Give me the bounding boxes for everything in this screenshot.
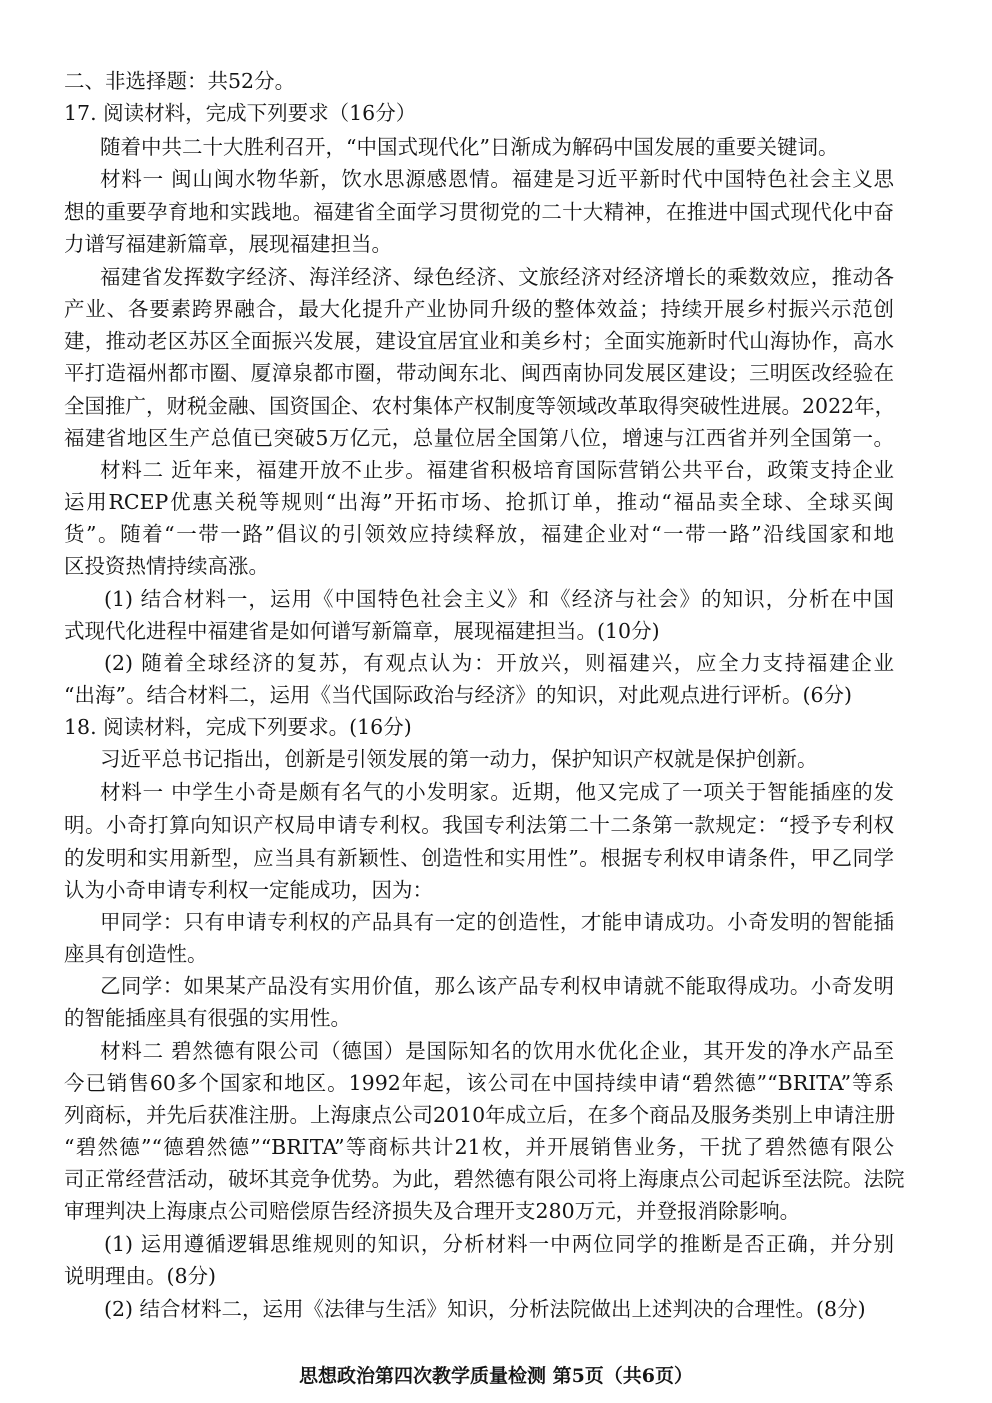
q18-material1-line: 材料一 中学生小奇是颇有名气的小发明家。近期，他又完成了一项关于智能插座的发 [100,780,894,804]
q18-material2-line: 列商标，并先后获准注册。上海康点公司2010年成立后，在多个商品及服务类别上申请注册 [64,1103,896,1127]
q18-intro: 习近平总书记指出，创新是引领发展的第一动力，保护知识产权就是保护创新。 [100,747,818,771]
q18-subquestion-1: (1) 运用遵循逻辑思维规则的知识，分析材料一中两位同学的推断是否正确，并分别 [104,1232,894,1256]
q17-subquestion-2: (2) 随着全球经济的复苏，有观点认为：开放兴，则福建兴，应全力支持福建企业 [104,651,894,675]
q17-material1-line: 力谱写福建新篇章，展现福建担当。 [64,232,392,256]
q18-material2-line: 司正常经营活动，破坏其竞争优势。为此，碧然德有限公司将上海康点公司起诉至法院。法院 [64,1167,905,1191]
q18-material2-line: 审理判决上海康点公司赔偿原告经济损失及合理开支280万元，并登报消除影响。 [64,1199,801,1223]
page-footer: 思想政治第四次教学质量检测 第5页（共6页） [298,1365,694,1387]
q18-material1-line: 明。小奇打算向知识产权局申请专利权。我国专利法第二十二条第一款规定：“授予专利权 [64,813,894,837]
q17-material1-line: 福建省发挥数字经济、海洋经济、绿色经济、文旅经济对经济增长的乘数效应，推动各 [100,265,894,289]
q17-material1-line: 平打造福州都市圈、厦漳泉都市圈，带动闽东北、闽西南协同发展区建设；三明医改经验在 [64,361,894,385]
q17-material1-line: 福建省地区生产总值已突破5万亿元，总量位居全国第八位，增速与江西省并列全国第一。 [64,426,894,450]
q18-material1-line: 的发明和实用新型，应当具有新颖性、创造性和实用性”。根据专利权申请条件，甲乙同学 [64,846,894,870]
q18-subquestion-2: (2) 结合材料二，运用《法律与生活》知识，分析法院做出上述判决的合理性。(8分) [104,1297,866,1321]
q17-material2-line: 材料二 近年来，福建开放不止步。福建省积极培育国际营销公共平台，政策支持企业 [100,458,894,482]
q18-material2-line: 今已销售60多个国家和地区。1992年起，该公司在中国持续申请“碧然德”“BRITA”等系 [64,1071,894,1095]
q17-subquestion-1: (1) 结合材料一，运用《中国特色社会主义》和《经济与社会》的知识，分析在中国 [104,587,894,611]
q17-heading: 17. 阅读材料，完成下列要求（16分） [64,101,417,125]
q18-material2-line: 材料二 碧然德有限公司（德国）是国际知名的饮用水优化企业，其开发的净水产品至 [100,1039,894,1063]
q17-material1-line: 想的重要孕育地和实践地。福建省全面学习贯彻党的二十大精神，在推进中国式现代化中奋 [64,200,894,224]
q18-material2-line: “碧然德”“德碧然德”“BRITA”等商标共计21枚，并开展销售业务，干扰了碧然德有限公 [64,1135,894,1159]
q17-material2-line: 运用RCEP优惠关税等规则“出海”开拓市场、抢抓订单，推动“福品卖全球、全球买闽 [64,490,894,514]
q18-student-jia: 座具有创造性。 [64,942,208,966]
q17-material1-line: 全国推广，财税金融、国资国企、农村集体产权制度等领域改革取得突破性进展。2022年， [64,394,896,418]
q17-material1-line: 建，推动老区苏区全面振兴发展，建设宜居宜业和美乡村；全面实施新时代山海协作，高水 [64,329,894,353]
q18-student-yi: 的智能插座具有很强的实用性。 [64,1006,351,1030]
q18-heading: 18. 阅读材料，完成下列要求。(16分) [64,715,412,739]
q17-subquestion-1: 式现代化进程中福建省是如何谱写新篇章，展现福建担当。(10分) [64,619,660,643]
q18-material1-line: 认为小奇申请专利权一定能成功，因为： [64,878,433,902]
q17-material2-line: 货”。随着“一带一路”倡议的引领效应持续释放，福建企业对“一带一路”沿线国家和地 [64,522,894,546]
q18-subquestion-1: 说明理由。(8分) [64,1264,217,1288]
q17-intro: 随着中共二十大胜利召开，“中国式现代化”日渐成为解码中国发展的重要关键词。 [100,135,839,159]
q17-material2-line: 区投资热情持续高涨。 [64,554,269,578]
section-title: 二、非选择题：共52分。 [64,69,296,93]
q18-student-yi: 乙同学：如果某产品没有实用价值，那么该产品专利权申请就不能取得成功。小奇发明 [100,974,894,998]
q17-material1-line: 材料一 闽山闽水物华新，饮水思源感恩情。福建是习近平新时代中国特色社会主义思 [100,167,894,191]
q17-material1-line: 产业、各要素跨界融合，最大化提升产业协同升级的整体效益；持续开展乡村振兴示范创 [64,297,894,321]
q18-student-jia: 甲同学：只有申请专利权的产品具有一定的创造性，才能申请成功。小奇发明的智能插 [100,910,894,934]
q17-subquestion-2: “出海”。结合材料二，运用《当代国际政治与经济》的知识，对此观点进行评析。(6分) [64,683,852,707]
